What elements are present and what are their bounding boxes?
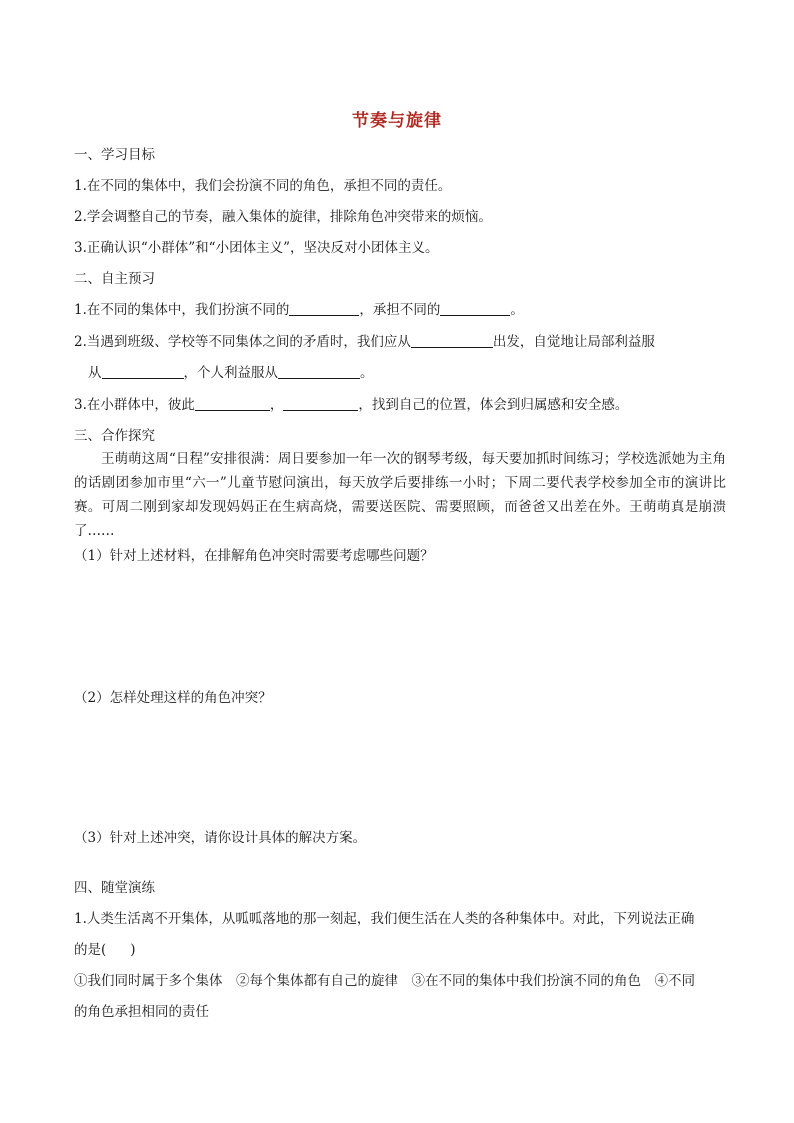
page-title: 节奏与旋律 — [352, 111, 442, 131]
section-heading-explore: 三、合作探究 — [74, 428, 155, 444]
fill-blank[interactable] — [411, 333, 493, 348]
preview-q3-suffix: ，找到自己的位置，体会到归属感和安全感。 — [358, 397, 629, 413]
preview-q2-line2-mid: ，个人利益服从 — [183, 365, 278, 381]
preview-question-3 — [74, 395, 734, 415]
goal-item-2: 2.学会调整自己的节奏，融入集体的旋律，排除角色冲突带来的烦恼。 — [74, 209, 492, 225]
preview-q3-prefix: 3.在小群体中，彼此 — [74, 397, 195, 413]
fill-blank[interactable] — [278, 364, 360, 379]
fill-blank[interactable] — [283, 396, 358, 411]
explore-question-3: （3）针对上述冲突，请你设计具体的解决方案。 — [74, 830, 367, 846]
preview-question-2-line1 — [74, 332, 734, 352]
goal-item-1: 1.在不同的集体中，我们会扮演不同的角色，承担不同的责任。 — [74, 178, 452, 194]
preview-q1-mid: ，承担不同的 — [359, 302, 441, 318]
preview-q1-suffix: 。 — [510, 302, 524, 318]
fill-blank[interactable] — [102, 364, 184, 379]
preview-q2-line2-prefix: 从 — [88, 365, 102, 381]
fill-blank[interactable] — [440, 301, 510, 316]
explore-question-1: （1）针对上述材料，在排解角色冲突时需要考虑哪些问题？ — [74, 548, 434, 564]
options-line-1: ①我们同时属于多个集体 ②每个集体都有自己的旋律 ③在不同的集体中我们扮演不同的角色 ④不同 — [74, 973, 695, 989]
preview-q2-prefix: 2.当遇到班级、学校等不同集体之间的矛盾时，我们应从 — [74, 334, 411, 350]
preview-q2-line2-suffix: 。 — [360, 365, 374, 381]
section-heading-goals: 一、学习目标 — [74, 147, 155, 163]
fill-blank[interactable] — [195, 396, 270, 411]
preview-question-1 — [74, 300, 734, 320]
fill-blank[interactable] — [289, 301, 359, 316]
options-line-2: 的角色承担相同的责任 — [74, 1004, 209, 1020]
preview-q1-prefix: 1.在不同的集体中，我们扮演不同的 — [74, 302, 290, 318]
practice-question-1-line2 — [74, 940, 734, 960]
practice-q1-suffix: ) — [130, 942, 136, 958]
case-material: 王萌萌这周“日程”安排很满：周日要参加一年一次的钢琴考级，每天要加抓时间练习；学校选派她为主角的话剧团参加市里“六一”儿童节慰问演出，每天放学后要排练一小时；下周二要代表学校参加全市的演讲比赛。可周二刚到家却发现妈妈正在生病高烧，需要送医院、需要照顾，而爸爸又出差在外。王萌萌真是崩溃了…… — [74, 451, 726, 539]
practice-question-1-line1: 1.人类生活离不开集体，从呱呱落地的那一刻起，我们便生活在人类的各种集体中。对此，下列说法正确 — [74, 911, 695, 927]
section-heading-preview: 二、自主预习 — [74, 271, 155, 287]
explore-question-2: （2）怎样处理这样的角色冲突？ — [74, 690, 272, 706]
preview-q3-mid: ， — [269, 397, 284, 413]
goal-item-3: 3.正确认识“小群体”和“小团体主义”，坚决反对小团体主义。 — [74, 240, 439, 256]
preview-q2-suffix: 出发，自觉地让局部利益服 — [492, 334, 655, 350]
practice-q1-prefix: 的是( — [74, 942, 107, 958]
preview-question-2-line2 — [88, 363, 748, 383]
section-heading-practice: 四、随堂演练 — [74, 880, 155, 896]
